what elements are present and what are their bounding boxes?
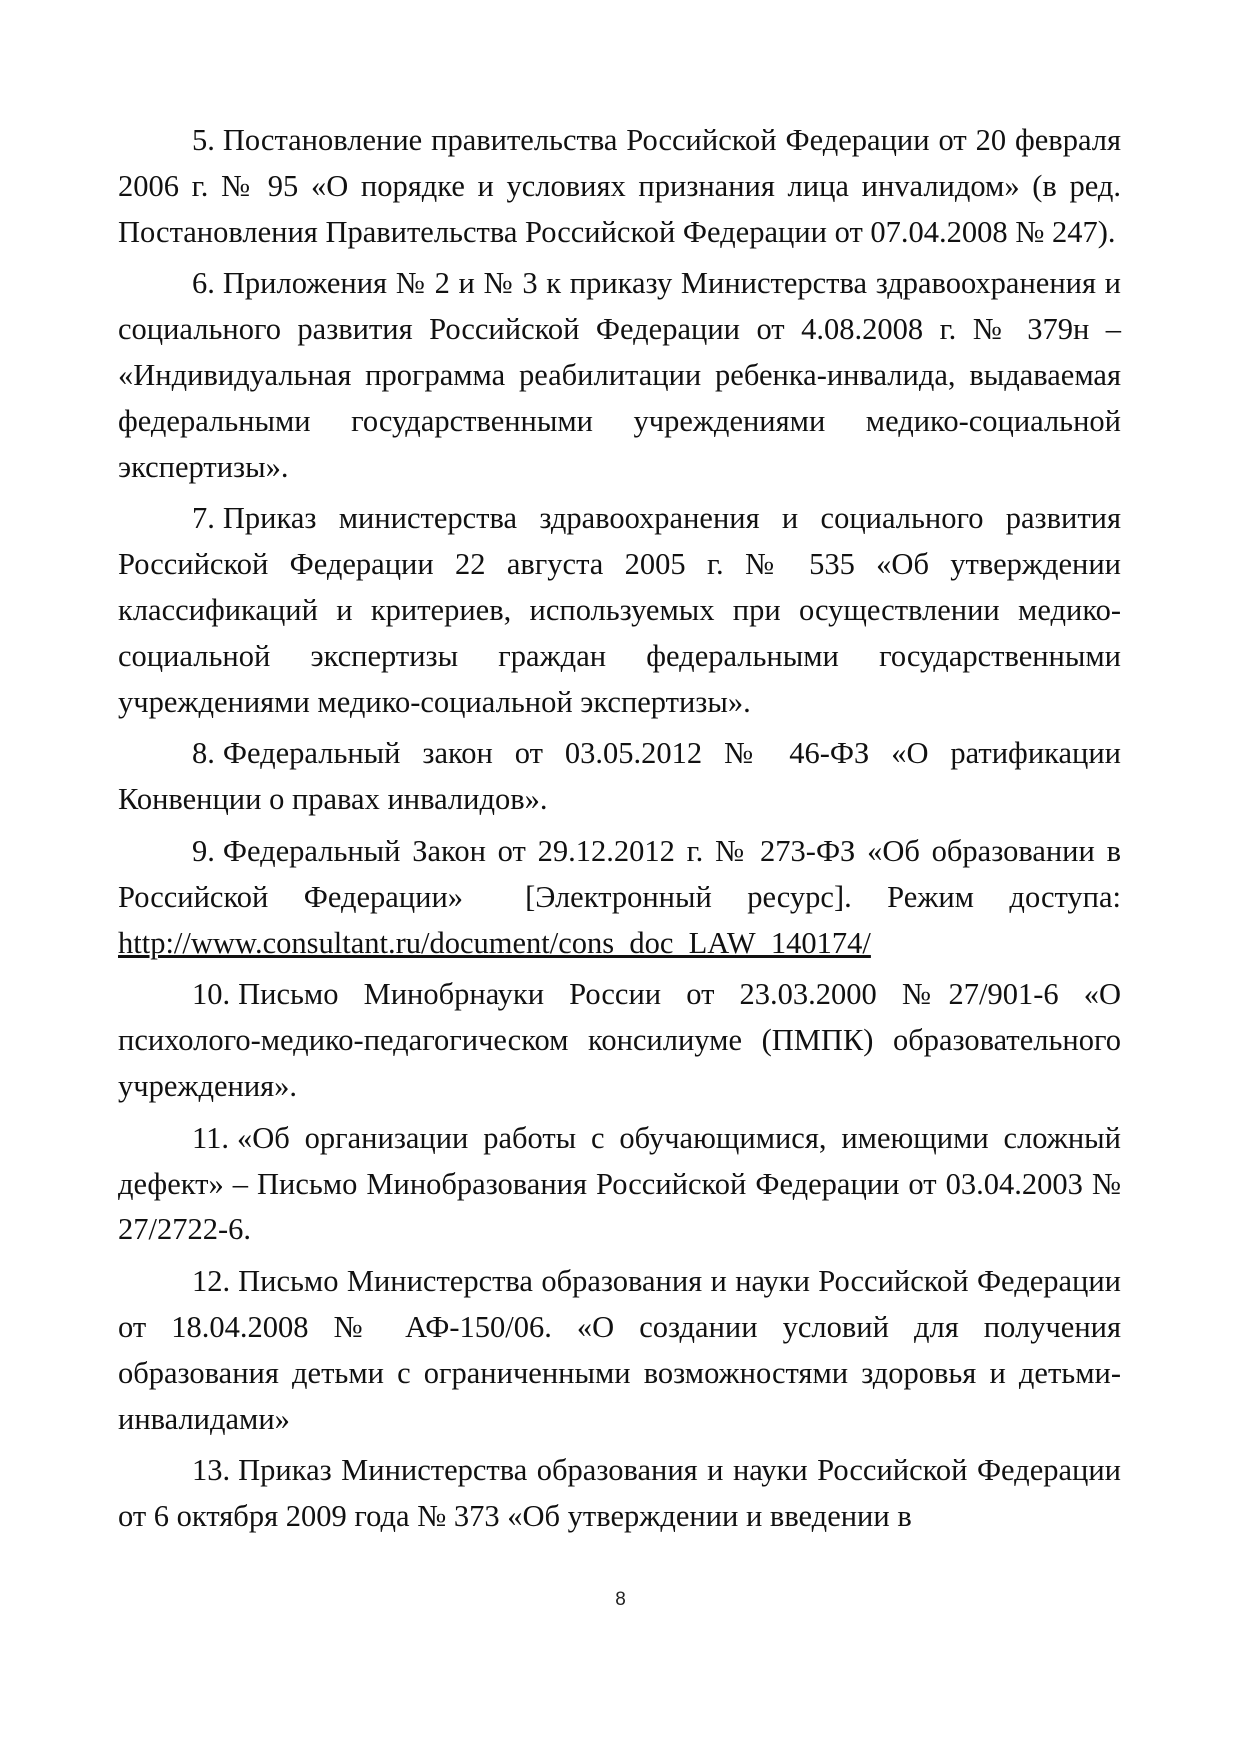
item-number: 8. [192, 736, 215, 771]
item-number: 13. [192, 1453, 231, 1488]
reference-list [118, 118, 1121, 1546]
item-text: Приказ Министерства образования и науки Российской Федерации от 6 октября 2009 года № 373 «Об утверждении и введении в [118, 1453, 1121, 1534]
list-item [118, 1448, 1121, 1540]
electronic-resource-label: [Электронный ресурс]. Режим доступа: [525, 879, 1122, 914]
item-text: «Об организации работы с обучающимися, имеющими сложный дефект» – Письмо Минобразования Российской Федерации от 03.04.2003 № 27/2722-6. [118, 1120, 1121, 1247]
item-number: 10. [192, 977, 231, 1012]
item-number: 9. [192, 833, 215, 868]
item-number: 6. [192, 266, 215, 301]
list-item [118, 261, 1121, 490]
item-text: Приложения № 2 и № 3 к приказу Министерства здравоохранения и социального развития Российской Федерации от 4.08.2008 г. № 379н – «Индивидуальная программа реабилитации ребенка-инвалида, выдаваемая федеральными государственными учреждениями медико-социальной экспертизы». [118, 266, 1121, 484]
list-item [118, 1116, 1121, 1253]
list-item [118, 972, 1121, 1109]
item-text: Письмо Минобрнауки России от 23.03.2000 №27/901-6 «О психолого-медико-педагогическом консилиуме (ПМПК) образовательного учреждения». [118, 977, 1121, 1103]
item-text: Федеральный Закон от 29.12.2012 г. № 273-ФЗ «Об образовании в Российской Федерации» [118, 833, 1121, 914]
list-item [118, 731, 1121, 823]
item-number: 11. [192, 1120, 229, 1155]
item-number: 7. [192, 501, 215, 536]
item-text: Постановление правительства Российской Федерации от 20 февраля 2006 г. № 95 «О порядке и условиях признания лица инvалидом» (в ред. Постановления Правительства Российской Федерации от 07.04.2008 № 247). [118, 123, 1121, 249]
item-number: 5. [192, 123, 215, 157]
page-number: 8 [615, 1589, 626, 1610]
list-item [118, 496, 1121, 725]
item-text: Приказ министерства здравоохранения и социального развития Российской Федерации 22 августа 2005 г. № 535 «Об утверждении классификаций и критериев, используемых при осуществлении медико-социальной экспертизы граждан федеральными государственными учреждениями медико-социальной экспертизы». [118, 501, 1121, 719]
item-number: 12. [192, 1264, 231, 1299]
consultant-link[interactable]: http://www.consultant.ru/document/cons_doc_LAW_140174/ [118, 925, 871, 960]
item-text: Письмо Министерства образования и науки Российской Федерации от 18.04.2008 № АФ-150/06. «О создании условий для получения образования детьми с ограниченными возможностями здоровья и детьми-инвалидами» [118, 1264, 1121, 1436]
item-text: Федеральный закон от 03.05.2012 № 46-ФЗ «О ратификации Конвенции о правах инвалидов». [118, 736, 1121, 817]
list-item [118, 1259, 1121, 1442]
list-item [118, 118, 1121, 255]
list-item [118, 829, 1121, 966]
